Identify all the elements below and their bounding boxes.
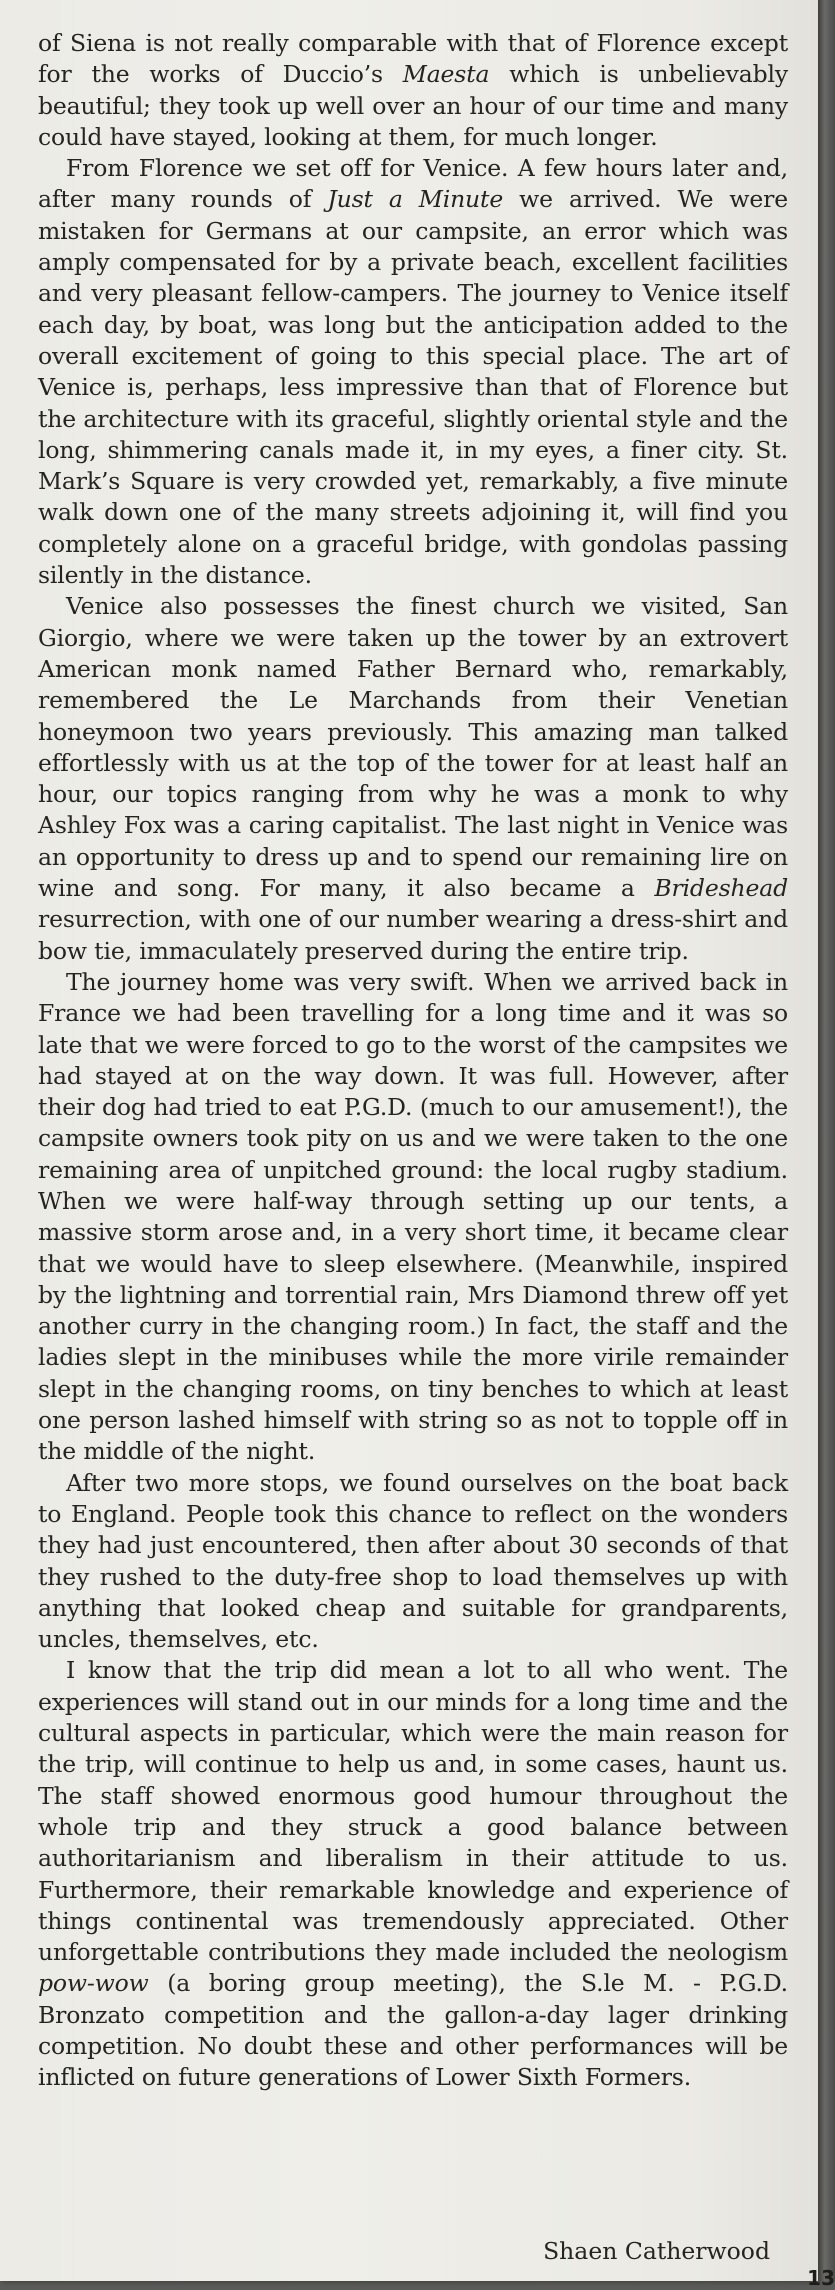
text-run: resurrection, with one of our number wearing a dress-shirt and bow tie, immaculately preserved during the entire trip. (38, 905, 788, 965)
page-number: 13 (807, 2266, 835, 2290)
paragraph-san-giorgio (38, 591, 788, 967)
article-body (38, 28, 788, 2094)
paragraph-siena (38, 28, 788, 153)
text-run: (a boring group meeting), the S.le M. - P.G.D. Bronzato competition and the gallon-a-day lager drinking competition. No doubt these and other performances will be inflicted on future generations of Lower Sixth Formers. (38, 1969, 788, 2092)
italic-title: Just a Minute (327, 185, 504, 214)
text-run: Venice also possesses the finest church we visited, San Giorgio, where we were taken up the tower by an extrovert American monk named Father Bernard who, remarkably, remembered the Le Marchands from their Venetian honeymoon two years previously. This amazing man talked effortlessly with us at the top of the tower for at least half an hour, our topics ranging from why he was a monk to why Ashley Fox was a caring capitalist. The last night in Venice was an opportunity to dress up and to spend our remaining lire on wine and song. For many, it also became a (38, 592, 788, 903)
paragraph-venice (38, 153, 788, 591)
italic-term: pow-wow (38, 1969, 149, 1998)
text-run: which is unbelievably beautiful; they took up well over an hour of our time and many could have stayed, looking at them, for much longer. (38, 60, 788, 151)
paragraph-conclusion (38, 1655, 788, 2093)
paragraph-boat: After two more stops, we found ourselves on the boat back to England. People took this chance to reflect on the wonders they had just encountered, then after about 30 seconds of that they rushed to the duty-free shop to load themselves up with anything that looked cheap and suitable for grandparents, uncles, themselves, etc. (38, 1468, 788, 1654)
paragraph-journey-home: The journey home was very swift. When we arrived back in France we had been travelling for a long time and it was so late that we were forced to go to the worst of the campsites we had stayed at on the way down. It was full. However, after their dog had tried to eat P.G.D. (much to our amusement!), the campsite owners took pity on us and we were taken to the one remaining area of unpitched ground: the local rugby stadium. When we were half-way through setting up our tents, a massive storm arose and, in a very short time, it became clear that we would have to sleep elsewhere. (Meanwhile, inspired by the lightning and torrential rain, Mrs Diamond threw off yet another curry in the changing room.) In fact, the staff and the ladies slept in the minibuses while the more virile remainder slept in the changing rooms, on tiny benches to which at least one person lashed himself with string so as not to topple off in the middle of the night. (38, 967, 788, 1466)
text-run: From Florence we set off for Venice. A few hours later and, after many rounds of (38, 154, 788, 214)
text-run: of Siena is not really comparable with that of Florence except for the works of Duccio’s (38, 29, 788, 89)
italic-title: Maesta (402, 60, 490, 89)
text-run: we arrived. We were mistaken for Germans at our campsite, an error which was amply compensated for by a private beach, excellent facilities and very pleasant fellow-campers. The journey to Venice itself each day, by boat, was long but the anticipation added to the overall excitement of going to this special place. The art of Venice is, perhaps, less impressive than that of Florence but the architecture with its graceful, slightly oriental style and the long, shimmering canals made it, in my eyes, a finer city. St. Mark’s Square is very crowded yet, remarkably, a five minute walk down one of the many streets adjoining it, will find you completely alone on a graceful bridge, with gondolas passing silently in the distance. (38, 185, 788, 590)
text-run: I know that the trip did mean a lot to all who went. The experiences will stand out in our minds for a long time and the cultural aspects in particular, which were the main reason for the trip, will continue to help us and, in some cases, haunt us. The staff showed enormous good humour throughout the whole trip and they struck a good balance between authoritarianism and liberalism in their attitude to us. Furthermore, their remarkable knowledge and experience of things continental was tremendously appreciated. Other unforgettable contributions they made included the neologism (38, 1656, 788, 1967)
author-signature: Shaen Catherwood (543, 2237, 770, 2265)
page-edge-shadow (818, 0, 835, 2281)
italic-title: Brideshead (654, 874, 788, 903)
